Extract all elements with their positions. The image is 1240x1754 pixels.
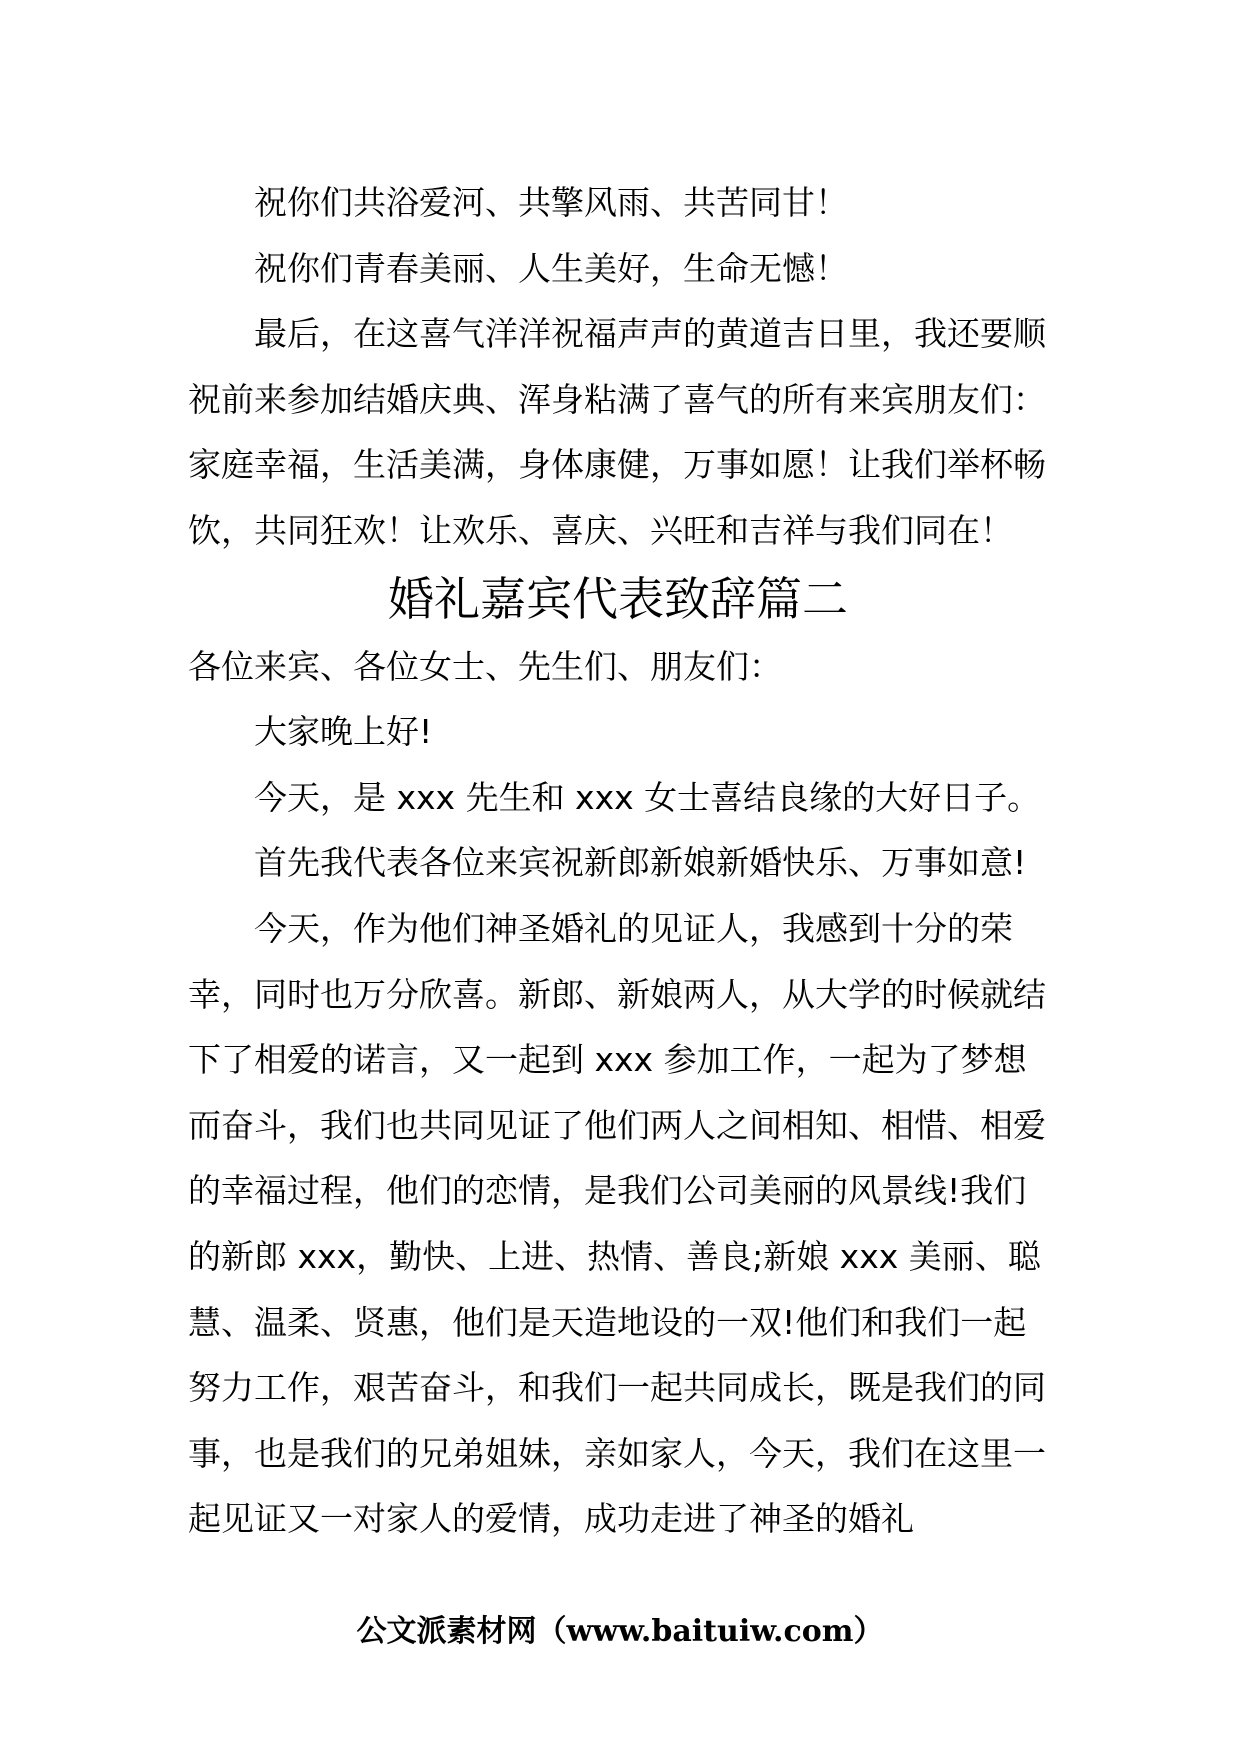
salutation: 各位来宾、各位女士、先生们、朋友们： xyxy=(188,646,782,686)
wish-paragraph-2: 祝你们青春美丽、人生美好，生命无憾！ xyxy=(254,248,848,288)
occasion-paragraph: 今天，是 xxx 先生和 xxx 女士喜结良缘的大好日子。 xyxy=(254,777,1041,817)
section-title: 婚礼嘉宾代表致辞篇二 xyxy=(388,571,848,626)
document-body xyxy=(188,170,1048,1552)
main-speech-paragraph: 今天，作为他们神圣婚礼的见证人，我感到十分的荣幸，同时也万分欣喜。新郎、新娘两人，从大学的时候就结下了相爱的诺言，又一起到 xxx 参加工作，一起为了梦想而奋斗，我们也共同见证了他们两人之间相知、相惜、相爱的幸福过程，他们的恋情，是我们公司美丽的风景线!我们的新郎 xxx，勤快、上进、热情、善良;新娘 xxx 美丽、聪慧、温柔、贤惠，他们是天造地设的一双!他们和我们一起努力工作，艰苦奋斗，和我们一起共同成长，既是我们的同事，也是我们的兄弟姐妹，亲如家人，今天，我们在这里一起见证又一对家人的爱情，成功走进了神圣的婚礼 xyxy=(188,908,1046,1539)
blessing-paragraph: 首先我代表各位来宾祝新郎新娘新婚快乐、万事如意! xyxy=(254,843,1027,883)
footer-watermark: 公文派素材网（www.baituiw.com） xyxy=(356,1614,884,1649)
closing-paragraph: 最后，在这喜气洋洋祝福声声的黄道吉日里，我还要顺祝前来参加结婚庆典、浑身粘满了喜气的所有来宾朋友们：家庭幸福，生活美满，身体康健，万事如愿！让我们举杯畅饮，共同狂欢！让欢乐、喜庆、兴旺和吉祥与我们同在！ xyxy=(188,314,1046,550)
greeting-paragraph: 大家晚上好! xyxy=(254,712,433,752)
wish-paragraph-1: 祝你们共浴爱河、共擎风雨、共苦同甘！ xyxy=(254,183,848,222)
